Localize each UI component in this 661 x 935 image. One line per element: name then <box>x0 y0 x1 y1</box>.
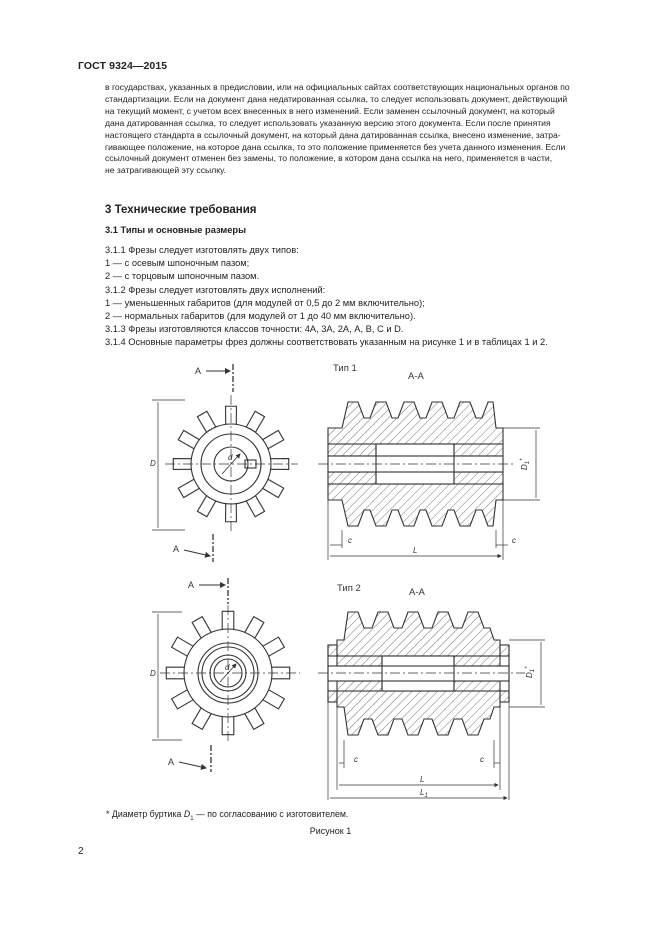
dim-c-label: c <box>512 536 516 545</box>
dim-D1-label <box>520 458 531 470</box>
section-arrow-label: А <box>195 366 202 376</box>
dim-D1-star: * <box>525 666 531 669</box>
dim-D-label: D <box>150 669 156 678</box>
clause-line: 1 — уменьшенных габаритов (для модулей от 0,5 до 2 мм включительно); <box>105 297 425 308</box>
type2-front-view <box>152 605 300 743</box>
subsection-heading: 3.1 Типы и основные размеры <box>105 225 247 235</box>
page-number: 2 <box>78 846 84 857</box>
dim-L1-symbol: L <box>420 788 425 797</box>
dim-D1-label <box>525 666 536 678</box>
dim-D1-symbol: D <box>525 672 534 678</box>
figure-caption: Рисунок 1 <box>309 826 352 836</box>
intro-line: дана датированная ссылка, то следует использовать указанную версию этого документа. Если после принятия <box>105 117 551 128</box>
clause-line: 3.1.1 Фрезы следует изготовлять двух типов: <box>105 245 299 255</box>
section-label: А-А <box>409 587 425 598</box>
intro-line: гивающее положение, на которое дана ссылка, то это положение применяется без учета данного изменения. Если <box>105 141 566 152</box>
dim-L1-subscript: 1 <box>424 793 428 799</box>
clause-line: 3.1.2 Фрезы следует изготовлять двух исполнений: <box>105 284 326 295</box>
section-heading: 3 Технические требования <box>105 204 257 216</box>
type2-section-view <box>318 612 545 800</box>
dim-D1-star: * <box>520 458 526 461</box>
footnote-star: * <box>106 809 110 819</box>
dim-c-label: c <box>480 755 484 764</box>
intro-line: на текущий момент, с учетом всех внесенных в него изменений. Если заменен ссылочный документ, на который <box>105 105 555 116</box>
dim-d-label: d <box>225 663 230 672</box>
intro-paragraph <box>105 82 615 177</box>
section-arrow-label: А <box>173 544 180 554</box>
clauses-list <box>105 244 620 350</box>
figure-footnote <box>106 809 348 822</box>
dim-D1-symbol: D <box>520 464 529 470</box>
dim-D-label: D <box>150 459 156 468</box>
figure-1-drawing <box>0 350 661 810</box>
dim-c-label: c <box>354 755 358 764</box>
intro-line: не затрагивающей эту ссылку. <box>105 165 226 176</box>
type1-front-view <box>152 395 298 534</box>
clause-line: 2 — с торцовым шпоночным пазом. <box>105 271 260 282</box>
dim-D1-subscript: 1 <box>530 668 536 673</box>
dim-c-label: c <box>348 536 352 545</box>
footnote-subscript: 1 <box>190 815 194 822</box>
dim-D1-subscript: 1 <box>525 460 531 465</box>
footnote-text-end: — по согласованию с изготовителем. <box>193 809 349 819</box>
dim-L-label: L <box>413 546 418 555</box>
intro-line: в государствах, указанных в предисловии, или на официальных сайтах соответствующих национальных органов по <box>105 82 570 92</box>
section-label: А-А <box>408 371 424 382</box>
dim-d-label: d <box>228 453 233 462</box>
clause-line: 1 — с осевым шпоночным пазом; <box>105 258 250 269</box>
dim-L-label: L <box>420 775 425 784</box>
intro-line: ссылочный документ отменен без замены, то положение, в котором дана ссылка на него, применяется в части, <box>105 153 553 164</box>
intro-line: стандартизации. Если на документ дана недатированная ссылка, то следует использовать документ, действующий <box>105 93 568 104</box>
section-arrow-label: А <box>188 580 195 590</box>
type2-label: Тип 2 <box>337 583 361 594</box>
clause-line: 2 — нормальных габаритов (для модулей от 1 до 40 мм включительно). <box>105 311 416 322</box>
section-arrow-label: А <box>168 757 175 767</box>
type1-label: Тип 1 <box>333 363 357 374</box>
intro-line: настоящего стандарта в ссылочный документ, на который дана датированная ссылка, внесено изменение, затра- <box>105 129 561 140</box>
clause-line: 3.1.4 Основные параметры фрез должны соответствовать указанным на рисунке 1 и в таблицах 1 и 2. <box>105 337 548 348</box>
footnote-text: Диаметр буртика <box>109 809 184 819</box>
footnote-symbol: D <box>183 809 191 819</box>
document-header: ГОСТ 9324—2015 <box>78 60 168 72</box>
clause-line: 3.1.3 Фрезы изготовляются классов точности: 4А, 3А, 2А, А, В, С и D. <box>105 324 404 335</box>
dim-L1-label <box>420 788 428 799</box>
